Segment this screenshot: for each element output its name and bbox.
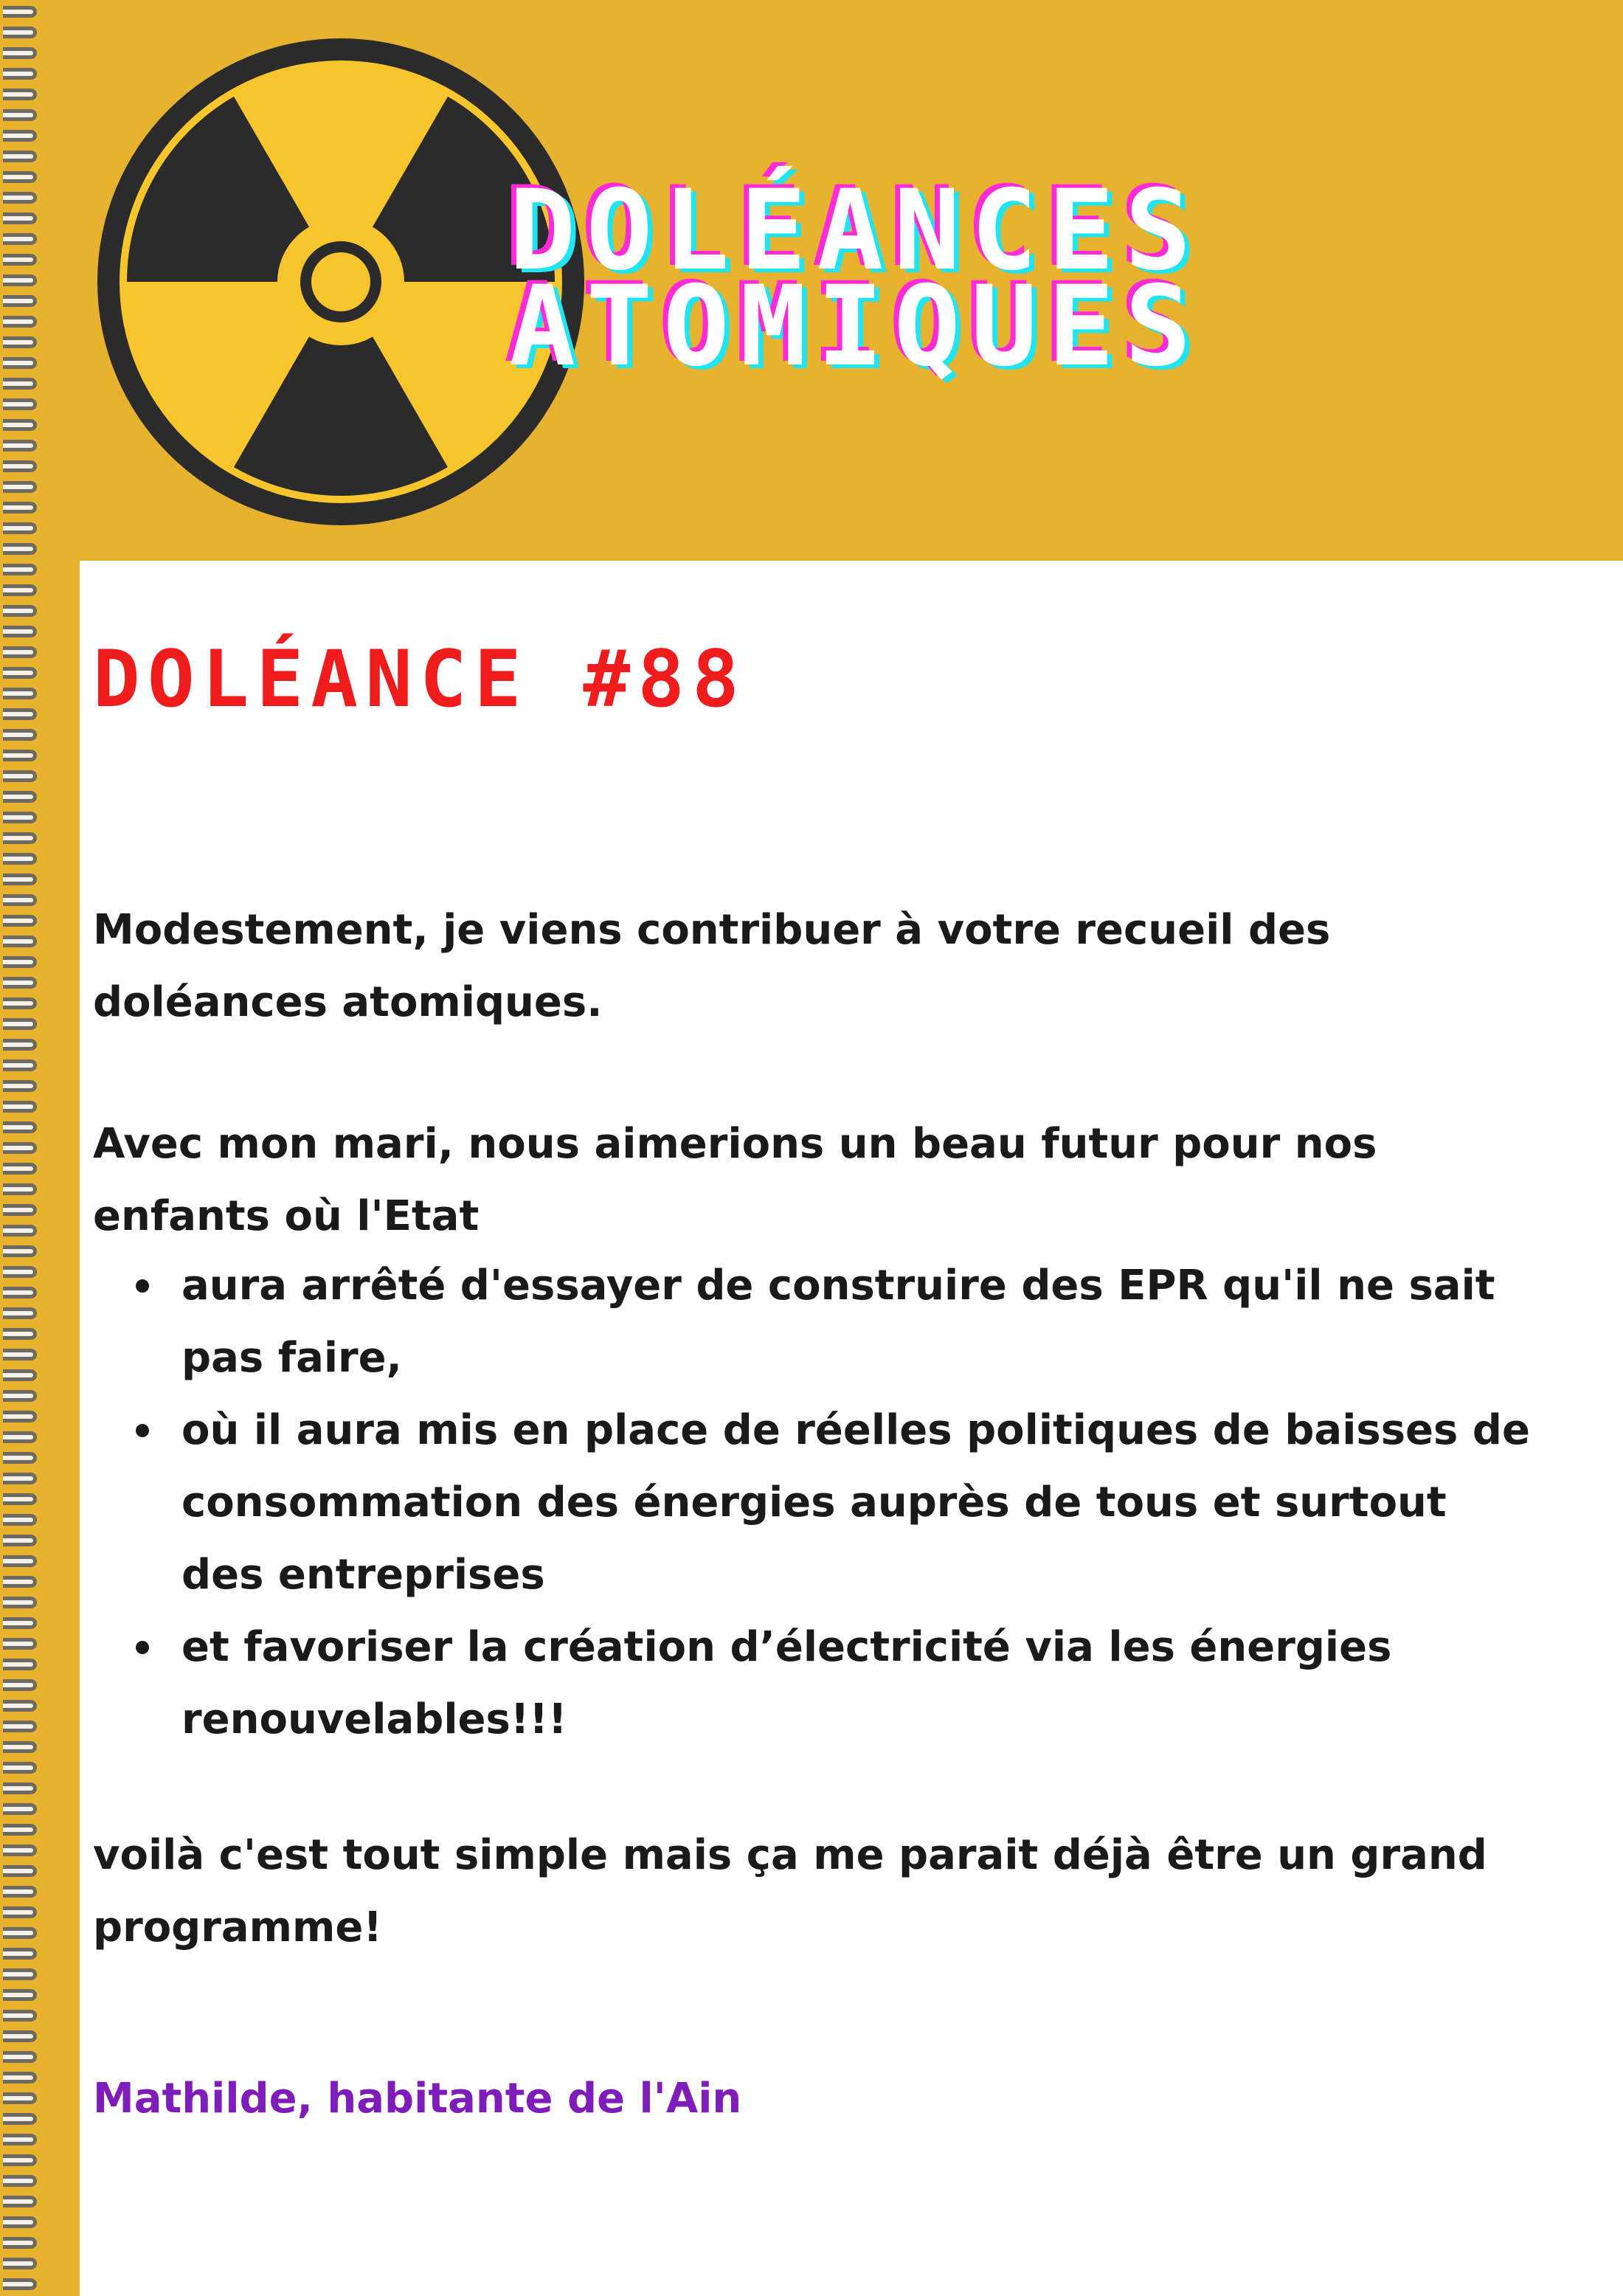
binding-ring: [3, 130, 37, 142]
binding-ring: [3, 626, 37, 637]
binding-ring: [3, 1824, 37, 1836]
binding-ring: [3, 440, 37, 452]
binding-ring: [3, 832, 37, 844]
binding-ring: [3, 1039, 37, 1051]
binding-ring: [3, 1886, 37, 1898]
binding-ring: [3, 1018, 37, 1030]
binding-ring: [3, 1349, 37, 1360]
binding-ring: [3, 1741, 37, 1753]
binding-ring: [3, 1266, 37, 1278]
title-line-1: DOLÉANCES: [509, 167, 1202, 295]
binding-ring: [3, 1948, 37, 1960]
binding-ring: [3, 1287, 37, 1299]
binding-ring: [3, 1245, 37, 1257]
spiral-binding: [0, 0, 80, 2296]
binding-ring: [3, 1369, 37, 1381]
binding-ring: [3, 977, 37, 989]
binding-ring: [3, 1183, 37, 1195]
binding-ring: [3, 729, 37, 741]
binding-ring: [3, 1328, 37, 1340]
binding-ring: [3, 1514, 37, 1526]
binding-ring: [3, 1411, 37, 1422]
binding-ring: [3, 2154, 37, 2166]
binding-ring: [3, 1679, 37, 1691]
binding-ring: [3, 1080, 37, 1092]
binding-ring: [3, 2092, 37, 2104]
binding-ring: [3, 770, 37, 782]
binding-ring: [3, 1225, 37, 1237]
list-item: et favoriser la création d’électricité via les énergies renouvelables!!!: [93, 1611, 1539, 1756]
list-item: où il aura mis en place de réelles politiques de baisses de consommation des énergies auprès de tous et surtout des entreprises: [93, 1394, 1539, 1611]
binding-ring: [3, 2278, 37, 2290]
binding-ring: [3, 274, 37, 286]
binding-ring: [3, 894, 37, 906]
binding-ring: [3, 605, 37, 617]
binding-ring: [3, 1803, 37, 1815]
binding-ring: [3, 1721, 37, 1732]
binding-ring: [3, 1163, 37, 1175]
binding-ring: [3, 1121, 37, 1133]
binding-ring: [3, 1101, 37, 1113]
binding-ring: [3, 688, 37, 699]
binding-ring: [3, 1906, 37, 1918]
binding-ring: [3, 2030, 37, 2042]
binding-ring: [3, 47, 37, 59]
binding-ring: [3, 295, 37, 307]
wish-paragraph: Avec mon mari, nous aimerions un beau futur pour nos enfants où l'Etat: [93, 1120, 1377, 1240]
binding-ring: [3, 1989, 37, 2001]
intro-paragraph: Modestement, je viens contribuer à votre recueil des doléances atomiques.: [93, 906, 1331, 1026]
binding-ring: [3, 6, 37, 18]
binding-ring: [3, 1576, 37, 1588]
binding-ring: [3, 2051, 37, 2063]
binding-ring: [3, 398, 37, 410]
binding-ring: [3, 481, 37, 493]
binding-ring: [3, 750, 37, 761]
binding-ring: [3, 1638, 37, 1650]
binding-ring: [3, 460, 37, 472]
binding-ring: [3, 584, 37, 596]
binding-ring: [3, 2258, 37, 2269]
binding-ring: [3, 812, 37, 823]
binding-ring: [3, 378, 37, 390]
binding-ring: [3, 2010, 37, 2022]
closing-paragraph: voilà c'est tout simple mais ça me parait déjà être un grand programme!: [93, 1831, 1487, 1951]
binding-ring: [3, 171, 37, 183]
binding-ring: [3, 212, 37, 224]
binding-ring: [3, 1597, 37, 1608]
binding-ring: [3, 1968, 37, 1980]
binding-ring: [3, 915, 37, 927]
binding-ring: [3, 1865, 37, 1877]
binding-ring: [3, 2113, 37, 2125]
binding-ring: [3, 1844, 37, 1856]
binding-ring: [3, 646, 37, 658]
binding-ring: [3, 192, 37, 204]
binding-ring: [3, 936, 37, 947]
binding-ring: [3, 1782, 37, 1794]
binding-ring: [3, 853, 37, 865]
binding-ring: [3, 1493, 37, 1505]
binding-ring: [3, 1473, 37, 1484]
binding-ring: [3, 1617, 37, 1629]
binding-ring: [3, 357, 37, 369]
binding-ring: [3, 667, 37, 679]
binding-ring: [3, 1762, 37, 1774]
binding-ring: [3, 1700, 37, 1712]
binding-ring: [3, 2175, 37, 2187]
binding-ring: [3, 502, 37, 514]
binding-ring: [3, 336, 37, 348]
binding-ring: [3, 1927, 37, 1939]
binding-ring: [3, 791, 37, 803]
binding-ring: [3, 1059, 37, 1071]
binding-ring: [3, 956, 37, 968]
binding-ring: [3, 1659, 37, 1670]
signature: Mathilde, habitante de l'Ain: [93, 2075, 742, 2123]
title-line-2: ATOMIQUES: [509, 263, 1202, 391]
binding-ring: [3, 254, 37, 266]
binding-ring: [3, 1142, 37, 1154]
binding-ring: [3, 2072, 37, 2084]
binding-ring: [3, 997, 37, 1009]
binding-ring: [3, 151, 37, 162]
doleance-number: DOLÉANCE #88: [93, 634, 747, 725]
binding-ring: [3, 233, 37, 245]
binding-ring: [3, 316, 37, 328]
binding-ring: [3, 1390, 37, 1402]
binding-ring: [3, 27, 37, 38]
binding-ring: [3, 2134, 37, 2145]
binding-ring: [3, 1431, 37, 1443]
binding-ring: [3, 419, 37, 431]
binding-ring: [3, 1535, 37, 1546]
binding-ring: [3, 1204, 37, 1216]
binding-ring: [3, 874, 37, 885]
binding-ring: [3, 1307, 37, 1319]
binding-ring: [3, 2216, 37, 2228]
binding-ring: [3, 2237, 37, 2249]
binding-ring: [3, 1555, 37, 1567]
binding-ring: [3, 564, 37, 575]
binding-ring: [3, 708, 37, 720]
binding-ring: [3, 68, 37, 80]
binding-ring: [3, 522, 37, 534]
binding-ring: [3, 89, 37, 100]
wish-list: [93, 1250, 1539, 1756]
list-item: aura arrêté d'essayer de construire des EPR qu'il ne sait pas faire,: [93, 1250, 1539, 1394]
binding-rings: [0, 0, 44, 2296]
binding-ring: [3, 109, 37, 121]
binding-ring: [3, 2196, 37, 2207]
binding-ring: [3, 1452, 37, 1464]
binding-ring: [3, 543, 37, 555]
